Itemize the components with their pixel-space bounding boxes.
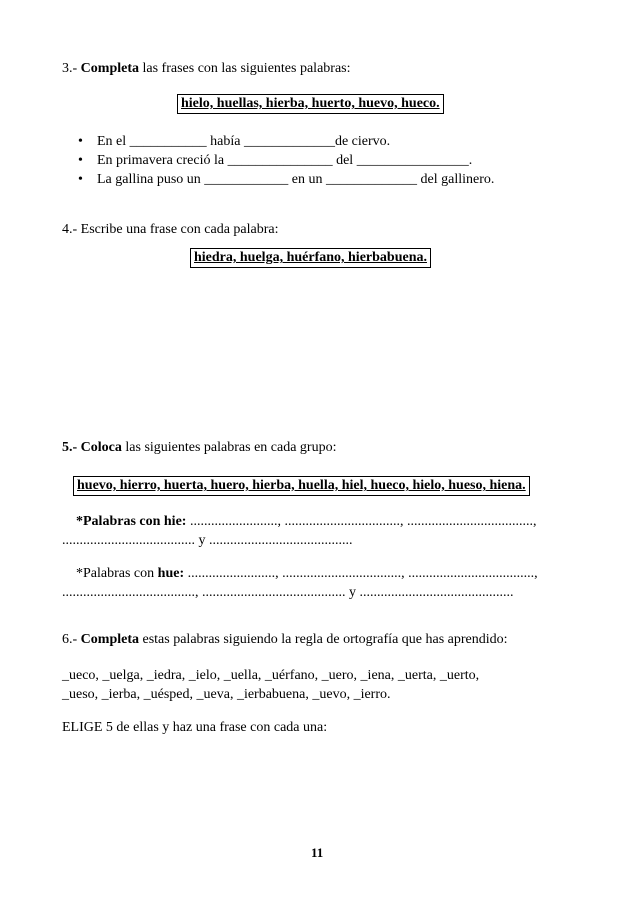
hie-prefix: *Palabras con (76, 514, 164, 529)
sentence-item: • La gallina puso un ____________ en un _____________ del gallinero. (78, 170, 494, 189)
section6-words-line1: _ueco, _uelga, _iedra, _ielo, _uella, _uérfano, _uero, _iena, _uerta, _uerto, (62, 668, 480, 683)
hie-blanks: ........................., ................................., ...................................., (186, 514, 537, 529)
section6-choose-instruction: ELIGE 5 de ellas y haz una frase con cada una: (62, 720, 328, 735)
hue-keyword: hue: (157, 566, 185, 581)
hie-group-line2: ...................................... y ......................................... (62, 533, 353, 548)
section3-word-box (177, 94, 444, 114)
section5-word-list: huevo, hierro, huerta, huero, hierba, huella, hiel, hueco, hielo, hueso, hiena. (73, 476, 530, 496)
section6-heading (62, 632, 508, 648)
sentence-item: • En el ___________ había _____________de ciervo. (78, 132, 494, 151)
section5-instruction: las siguientes palabras en cada grupo: (125, 440, 337, 455)
section5-number: 5.- (62, 440, 78, 455)
hie-group-line1 (76, 514, 536, 530)
section4-word-list: hiedra, huelga, huérfano, hierbabuena. (190, 248, 431, 268)
section6-verb: Completa (80, 632, 139, 647)
hue-blanks: ........................., .................................., ...................................., (184, 566, 538, 581)
section3-heading (62, 61, 351, 77)
hue-group-line1 (76, 566, 538, 582)
section6-number: 6.- (62, 632, 78, 647)
section3-sentences (78, 132, 494, 189)
hue-group-line2: ......................................, ......................................... y ............................................ (62, 585, 514, 600)
section4-heading: 4.- Escribe una frase con cada palabra: (62, 222, 279, 237)
hue-prefix: *Palabras con (76, 566, 158, 581)
section5-heading (62, 440, 336, 456)
hie-keyword: hie: (163, 514, 187, 529)
section6-words-line2: _ueso, _ierba, _uésped, _ueva, _ierbabuena, _uevo, _ierro. (62, 687, 391, 702)
section5-word-box (73, 476, 530, 496)
section3-instruction: las frases con las siguientes palabras: (142, 61, 351, 76)
hie-asterisk-label (76, 514, 164, 529)
section3-verb: Completa (80, 61, 139, 76)
page-number: 11 (311, 845, 324, 860)
section4-word-box (190, 248, 431, 268)
sentence-item: • En primavera creció la _______________ del ________________. (78, 151, 494, 170)
section6-instruction: estas palabras siguiendo la regla de ortografía que has aprendido: (142, 632, 508, 647)
section5-verb: Coloca (80, 440, 122, 455)
section3-word-list: hielo, huellas, hierba, huerto, huevo, hueco. (177, 94, 444, 114)
section3-number: 3.- (62, 61, 78, 76)
